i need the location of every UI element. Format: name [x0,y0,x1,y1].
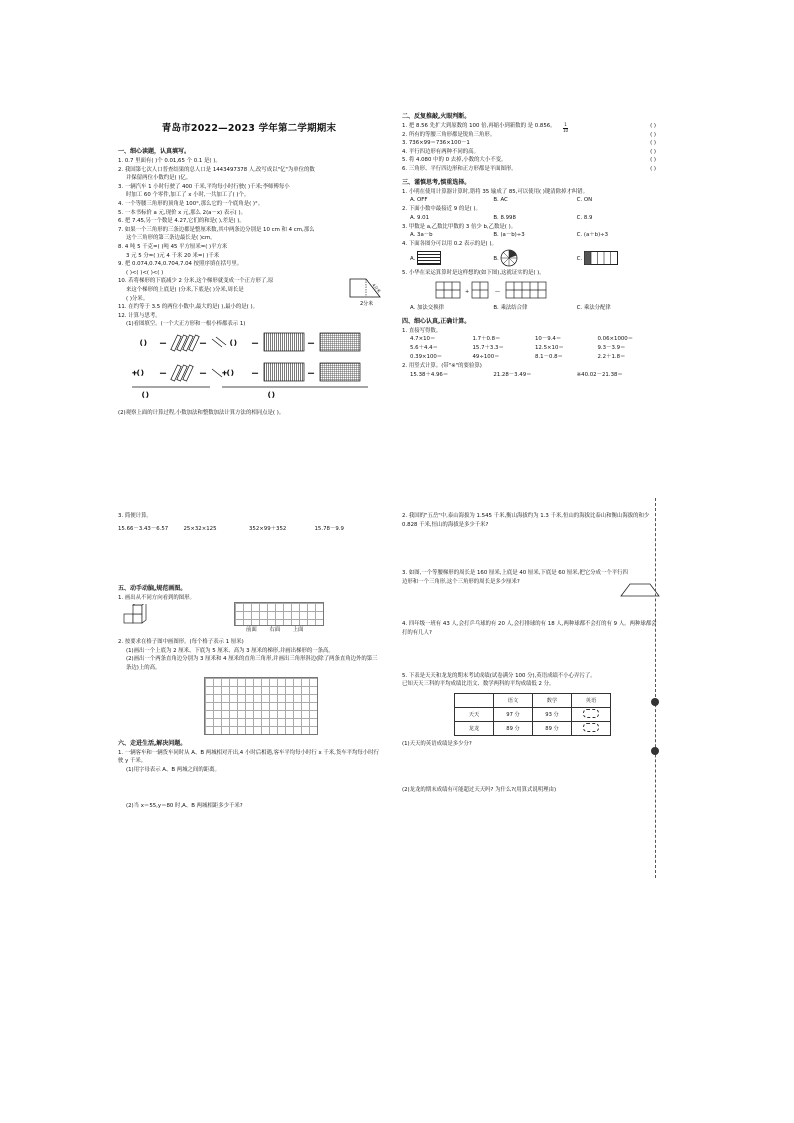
calc-item: 0.39×100＝ [410,354,443,361]
question-text: 1. 直接写得数。 [402,327,442,334]
calc-row [402,344,660,353]
question-text: 1. 画出从不同方向看到的图形。 [118,594,195,601]
calc-item: 15.78－9.9 [314,525,344,532]
svg-text:—: — [160,369,166,377]
option-label: C. [576,255,583,262]
column-rect-figure [584,251,618,265]
question-text: 1. 一辆客车和一辆货车同时从 A、B 两城相对开出,4 小时后相遇,客车平均每小时行 x 千米,货车平均每小时行驶 y 千米。 [118,749,379,765]
svg-text:+( ): +( ) [132,369,144,377]
option-c[interactable] [577,249,660,269]
question-text: 时加工 60 个零件,加工了 x 小时,一共加工了( )个。 [126,192,250,199]
section-heading: 一、细心读题，认真填写。 [118,148,191,155]
option-label: B. [493,255,499,262]
question-text: 2. 下面小数中最接近 9 的是( )。 [402,206,481,213]
svg-text:—: — [200,339,206,347]
options-row [402,231,660,240]
svg-text:—: — [308,369,314,377]
calc-row [118,525,380,534]
fraction-numerator: 1 [564,122,567,127]
calc-item: 2.2＋1.8＝ [597,354,626,361]
question-text: 并保留两位小数约是( )亿。 [126,175,192,182]
question-text: 4. 四年级一班有 43 人,会打乒乓球的有 20 人,会打排球的有 18 人,两种球都不会打的有 9 人。两种球都会打的有几人? [402,621,657,636]
judge-item [402,156,660,165]
options-row [402,249,660,269]
question-text: 11. 在约等于 3.5 的两位小数中,最大的是( ),最小的是( )。 [118,304,258,311]
binding-line [655,498,656,878]
option-b[interactable]: B. (a－b)÷3 [493,232,525,239]
question-text: 3. 736×99＝736×100－1 [402,140,470,147]
figure-label: 2分米 [360,301,374,308]
calc-item: 21.28－3.49＝ [493,371,532,378]
calc-item: 49÷100＝ [472,354,500,361]
question-text: 1. 0.7 里面有( )个 0.01,65 个 0.1 是( )。 [118,158,221,164]
question-text: 已知天天三科的平均成绩比语文、数学两科的平均成绩低 2 分。 [402,681,555,688]
sticks-and-squares-figure [118,329,380,405]
question-text: 来这个梯形的上底是( )分米,下底是( )分米,周长是 [126,286,244,293]
page-title: 青岛市2022—2023 学年第二学期期末 [161,123,337,134]
calc-row [402,353,660,362]
option-c[interactable]: C. 乘法分配律 [576,304,611,311]
option-a[interactable]: A. 加法交换律 [410,304,444,311]
svg-text:—: — [308,339,314,347]
trapezoid-figure [620,583,660,597]
question-text: 5. 将 4.080 中的 0 去掉,小数的大小不变。 [402,157,507,164]
option-b[interactable]: B. AC [493,197,508,204]
cube-stack-figure [122,604,152,628]
section-heading: 三、谨慎思考,慎重选择。 [402,178,471,186]
section-heading: 六、走进生活,解决问题。 [118,739,187,747]
question-text: (2)画出一个两条直角边分别为 3 厘米和 4 厘米的直角三角形,并画出三角形斜边(除了两条直角边外的第三条边)上的高。 [126,656,378,671]
svg-text:( ): ( ) [230,339,237,347]
answer-paren[interactable]: ( ) [650,148,656,155]
option-a[interactable]: A. 3a－b [410,232,433,239]
question-3 [402,569,660,586]
question-text: 2. 我国的"五岳"中,泰山海拔为 1.545 千米,衡山海拔约为 1.3 千米,恒山的海拔比泰山和衡山海拔的和少 0.828 千米,恒山的海拔是多少千米? [402,513,650,528]
section-heading: 四、细心认真,正确计算。 [402,317,471,325]
question-text: 2. 用竖式计算。(带"※"的要验算) [402,363,482,370]
judge-item [402,122,660,131]
calc-item: 8.1－0.8＝ [535,354,563,361]
binding-hole-icon [651,747,659,755]
figure-label: 4分米 [371,282,382,295]
calc-item: 0.06×1000＝ [597,336,634,343]
calc-item: 1.7＋0.8＝ [472,336,501,343]
question-text: (1)看图填空。(一个大正方形和一根小棒都表示 1) [126,321,246,328]
judge-item [402,139,660,148]
calc-row [402,335,660,344]
option-a[interactable]: A. 9.01 [410,214,430,221]
divided-circle-figure [500,249,518,267]
section-heading: 二、反复推敲,火眼判断。 [402,113,471,120]
question-text: (1)画出一个上底为 2 厘米、下底为 5 厘米、高为 3 厘米的梯形,并画出梯形的一条高。 [126,647,334,654]
option-b[interactable]: B. 8.998 [493,214,516,221]
question-text: 2. 我国第七次人口普查结果的总人口是 1443497378 人,改写成以"亿"为单位的数 [118,166,315,173]
judge-item [402,165,660,174]
question-text: 5. 一本书标价 a 元,现价 x 元,那么 2(a－x) 表示( )。 [118,209,246,216]
option-b[interactable] [493,249,576,269]
answer-paren[interactable]: ( ) [650,123,656,129]
options-row [402,214,660,223]
calc-item: 15.38＋4.96＝ [410,371,449,378]
grid-sum-figure [402,278,660,300]
ink-blot-icon [583,709,599,718]
calc-item: 10－9.4＝ [535,336,562,343]
answer-paren[interactable]: ( ) [650,165,656,172]
option-c[interactable]: C. (a＋b)÷3 [576,232,609,239]
table-header-cell: 数学 [533,693,572,707]
question-text: 3. 一辆汽车 1 小时行驶了 400 千米,平均每小时行驶( )千米;李师傅每小 [118,183,290,190]
table-cell: 93 分 [533,707,572,721]
calc-item: 25×32×125 [183,525,217,532]
calc-item: 15.7＋3.3＝ [472,345,504,352]
table-cell-smudged [572,707,611,721]
svg-text:+: + [465,288,470,295]
table-cell: 龙龙 [455,721,494,735]
option-label: A. [410,255,416,262]
option-c[interactable]: C. 8.9 [576,214,593,221]
calc-item: 4.7×10＝ [410,336,436,343]
question-text: 3. 简便计算。 [118,513,152,519]
svg-text:—: — [200,369,206,377]
table-header-cell [455,693,494,707]
question-text: 9. 把 0.074,0.74,0.704,7.04 按照序填在括号里。 [118,261,243,268]
option-a[interactable]: A. OFF [410,197,428,204]
svg-text:( ): ( ) [268,391,275,399]
question-text: 4. 平行四边形有两种不同的高。 [402,148,479,155]
question-text: 1. 小明在使用计算器计算时,错将 35 输成了 85,可以使用( )键清除掉才纠错。 [402,188,589,195]
table-row [455,707,611,721]
section-heading: 五、动手动脑,规范画图。 [118,584,187,592]
column-bottom-left [118,512,380,811]
options-row [402,304,660,313]
question-text: 1. 把 8.56 先扩大到原数的 100 倍,再缩小到新数的 是 0.856。 [402,123,556,129]
question-text: (1)天天的英语成绩是多少分? [402,740,472,747]
table-header-cell: 英语 [572,693,611,707]
view-labels [246,626,316,635]
svg-text:( ): ( ) [142,391,149,399]
answer-paren[interactable]: ( ) [650,157,656,164]
views-area [118,602,380,638]
question-text: (2)龙龙的期末成绩有可能超过天天吗? 为什么?(用算式说明理由) [402,787,557,794]
table-row [455,721,611,735]
calc-item: ※40.02－21.38＝ [576,371,623,378]
table-cell-smudged [572,721,611,735]
question-text: (2)观察上面的计算过程,小数加法和整数加法计算方法的相同点是( )。 [118,409,285,416]
question-text: 2. 按要求在格子图中画图形。(每个格子表示 1 厘米) [118,639,244,646]
question-text: 4. 下面各图分可以用 0.2 表示的是( )。 [402,241,497,248]
table-header-row [455,693,611,707]
question-text: 2. 所有的等腰三角形都是锐角三角形。 [402,131,496,138]
calc-item: 12.5×10＝ [535,345,564,352]
answer-paren[interactable]: ( ) [650,131,656,138]
question-text: 3. 如图,一个等腰梯形的周长是 160 厘米,上底是 40 厘米,下底是 60 厘米,把它分成一个平行四边形和一个三角形,这个三角形的周长是多少厘米? [402,570,628,585]
svg-text:+( ): +( ) [222,369,234,377]
view-label-top: 上面 [292,627,304,634]
question-text: 5. 下表是天天和龙龙的期末考试成绩(试卷满分 100 分),英语成绩不小心弄污了。 [402,672,596,679]
svg-text:—: — [252,369,258,377]
option-c[interactable]: C. ON [576,197,593,204]
question-text: 3. 甲数是 a,乙数比甲数的 3 倍少 b,乙数是( )。 [402,223,517,230]
svg-text:—: — [160,339,166,347]
question-text: 6. 三角形、平行四边形和正方形都是平面图形。 [402,165,517,172]
column-bottom-right [402,512,660,795]
option-b[interactable]: B. 乘法结合律 [493,304,528,311]
judge-item [402,148,660,157]
options-row [402,196,660,205]
question-text: 3 元 5 分=( )元 4 千米 20 米=( )千米 [126,252,220,259]
answer-paren[interactable]: ( ) [650,140,656,147]
question-text: 6. 把 7.45,另一个数是 4.27,它们的和是( ),差是( )。 [118,218,245,225]
question-text: (2)当 x＝55,y＝80 时,A、B 两城相距多少千米? [126,803,243,810]
table-cell: 97 分 [494,707,533,721]
score-table [454,693,611,736]
table-header-cell: 语文 [494,693,533,707]
table-cell: 89 分 [533,721,572,735]
column-top-left [118,120,380,417]
table-cell: 天天 [455,707,494,721]
fraction-denominator: 10 [563,127,569,133]
question-text: 7. 如果一个三角形的三条边都是整厘米数,其中两条边分别是 10 cm 和 4 cm,那么 [118,226,315,233]
drawing-grid-area [118,673,380,735]
question-text: 8. 4 吨 5 千克=( )吨 45 平方厘米=( )平方米 [118,243,228,250]
trapezoid-figure [344,277,384,307]
question-text: ( )分米。 [126,295,149,302]
drawing-grid[interactable] [204,677,318,735]
question-text: ( )<( )<( )<( ) [126,269,164,276]
calc-item: 9.3－3.9＝ [597,345,626,352]
question-text: 10. 若将梯形的下底减少 2 分米,这个梯形就变成一个正方形了,原 [118,278,274,285]
striped-rect-figure [417,251,441,265]
calc-item: 5.6＋4.4＝ [410,345,438,352]
calc-row [402,371,660,380]
svg-text:—: — [495,288,500,295]
binding-hole-icon [651,698,659,706]
view-label-front: 前面 [246,627,257,634]
svg-text:( ): ( ) [140,339,147,347]
option-a[interactable] [410,249,493,269]
column-top-right [402,108,660,380]
ink-blot-icon [583,723,599,732]
view-grid [234,602,324,626]
calc-item: 15.66－3.43－6.57 [118,525,169,532]
question-text: (1)用字母表示 A、B 两城之间的距离。 [126,766,220,773]
question-text: 12. 计算与思考。 [118,312,161,319]
question-text: 这个三角形的第三条边最长是( )cm。 [126,235,216,242]
view-label-right: 右面 [269,627,281,634]
table-cell: 89 分 [494,721,533,735]
calc-item: 352×99＋352 [249,525,287,532]
question-text: 4. 一个等腰三角形的顶角是 100°,那么它的一个底角是( )°。 [118,200,264,207]
question-text: 5. 小华在采运算算时是这样想的(如下图),这就证实的是( )。 [402,269,545,276]
svg-text:—: — [252,339,258,347]
